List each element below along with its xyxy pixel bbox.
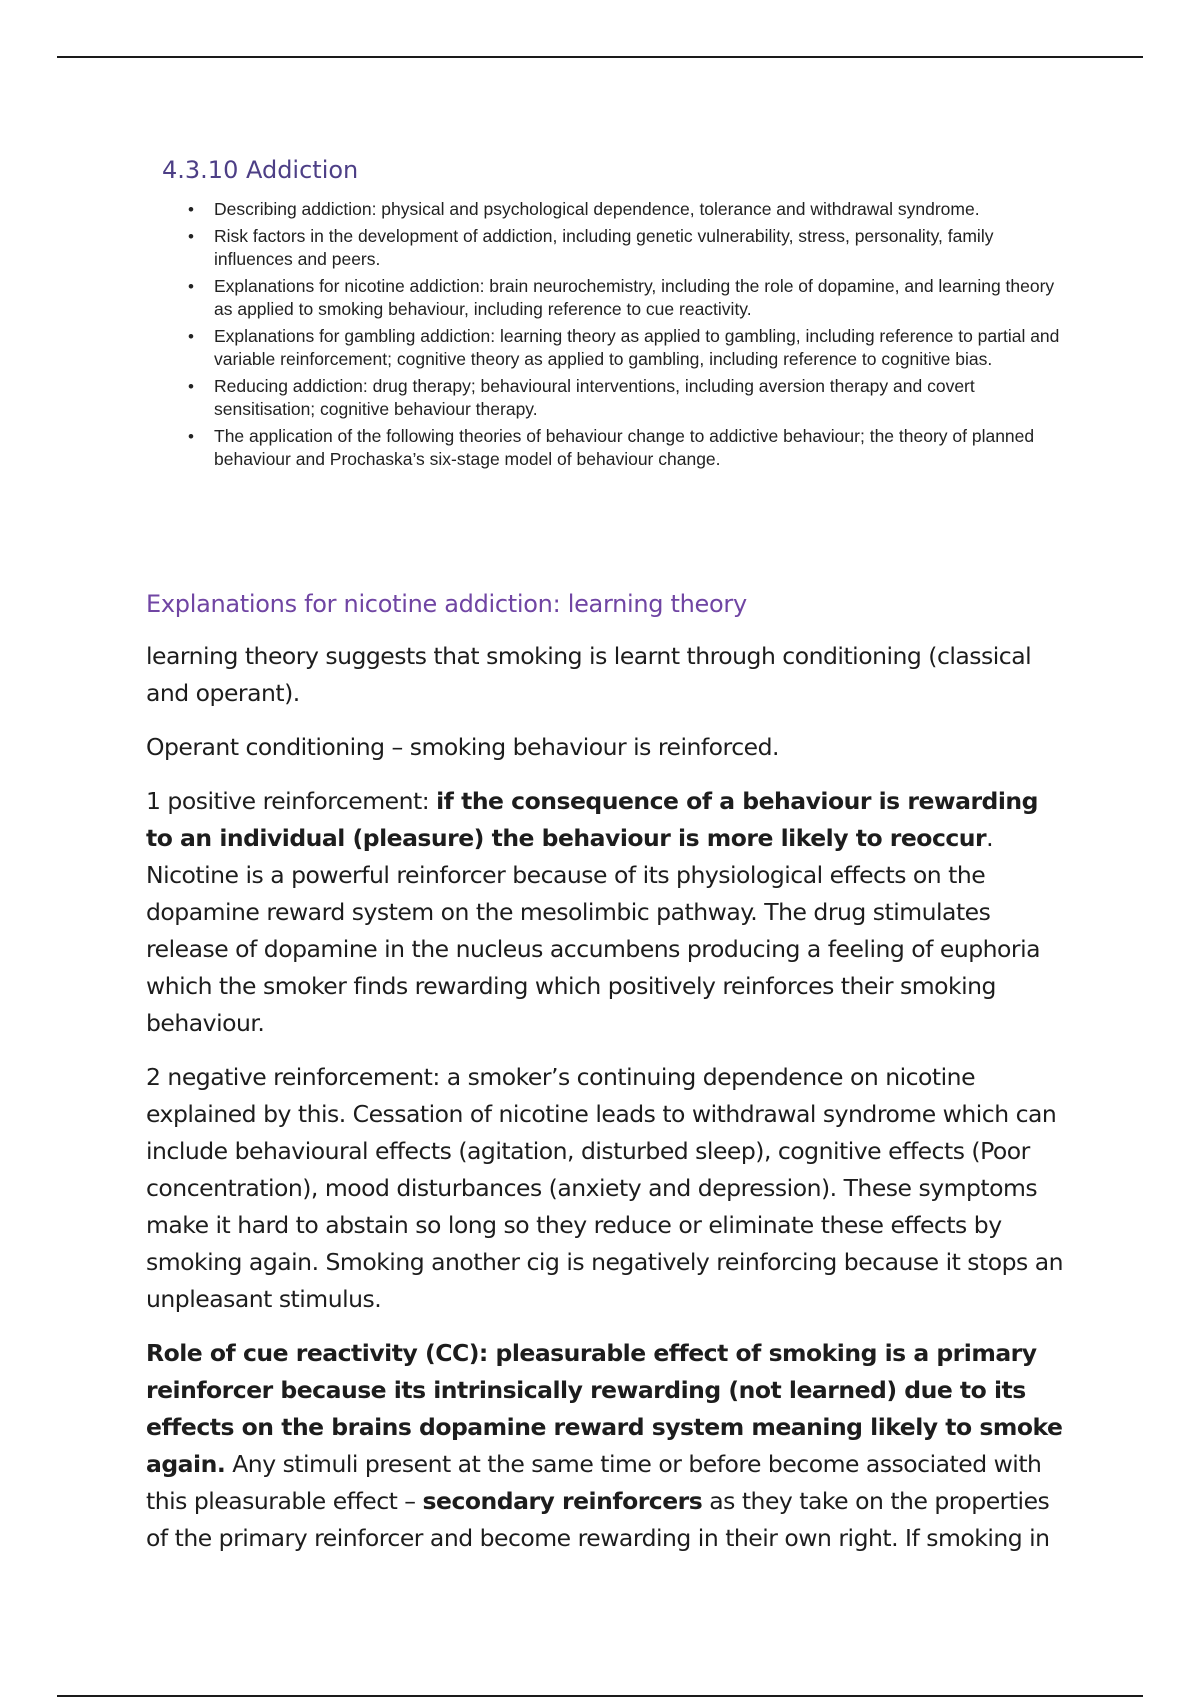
spec-item-text: Reducing addiction: drug therapy; behavioural interventions, including aversion therapy and covert sensitisation; cognitive behaviour therapy.: [214, 375, 975, 419]
spec-item: [188, 375, 1062, 422]
spec-list: [162, 198, 1062, 472]
spec-item-text: Risk factors in the development of addiction, including genetic vulnerability, stress, personality, family influences and peers.: [214, 225, 994, 269]
bullet-icon: •: [188, 426, 194, 446]
spec-item: [188, 275, 1062, 322]
spec-item: [188, 198, 1062, 222]
bottom-rule: [57, 1695, 1143, 1697]
cue-bold-2: secondary reinforcers: [422, 1487, 703, 1515]
spec-item-text: The application of the following theories of behaviour change to addictive behaviour; the theory of planned behaviour and Prochaska’s six-stage model of behaviour change.: [214, 425, 1035, 469]
cue-text-2: as they take on the properties of the primary reinforcer and become rewarding in their own right. If smoking in: [146, 1487, 1050, 1552]
cue-bold-1: Role of cue reactivity (CC): pleasurable effect of smoking is a primary reinforcer because its intrinsically rewarding (not learned) due to its effects on the brains dopamine reward system meaning likely to smoke again.: [146, 1339, 1063, 1478]
bullet-icon: •: [188, 226, 194, 246]
bullet-icon: •: [188, 326, 194, 346]
negative-reinforcement-paragraph: 2 negative reinforcement: a smoker’s continuing dependence on nicotine explained by this. Cessation of nicotine leads to withdrawal syndrome which can include behavioural effects (agitation, disturbed sleep), cognitive effects (Poor concentration), mood disturbances (anxiety and depression). These symptoms make it hard to abstain so long so they reduce or eliminate these effects by smoking again. Smoking another cig is negatively reinforcing because it stops an unpleasant stimulus.: [146, 1063, 1064, 1313]
spec-item: [188, 225, 1062, 272]
operant-paragraph: Operant conditioning – smoking behaviour is reinforced.: [146, 733, 779, 761]
spec-item: [188, 325, 1062, 372]
bullet-icon: •: [188, 276, 194, 296]
positive-bold: if the consequence of a behaviour is rewarding to an individual (pleasure) the behaviour is more likely to reoccur: [146, 787, 1038, 852]
cue-reactivity-paragraph: [146, 1335, 1066, 1557]
bullet-icon: •: [188, 376, 194, 396]
main-content: [146, 590, 1066, 1574]
intro-paragraph: learning theory suggests that smoking is learnt through conditioning (classical and operant).: [146, 642, 1032, 707]
positive-reinforcement-paragraph: [146, 783, 1066, 1042]
section-heading: Explanations for nicotine addiction: learning theory: [146, 590, 747, 618]
specification-box: [162, 156, 1062, 475]
spec-title: 4.3.10 Addiction: [162, 156, 359, 184]
cue-text-1: Any stimuli present at the same time or before become associated with this pleasurable effect –: [146, 1450, 1042, 1515]
spec-item-text: Explanations for nicotine addiction: brain neurochemistry, including the role of dopamine, and learning theory as applied to smoking behaviour, including reference to cue reactivity.: [214, 275, 1055, 319]
spec-item: [188, 425, 1062, 472]
bullet-icon: •: [188, 200, 194, 219]
top-rule: [57, 56, 1143, 58]
positive-lead: 1 positive reinforcement:: [146, 787, 437, 815]
spec-item-text: Explanations for gambling addiction: learning theory as applied to gambling, including reference to partial and variable reinforcement; cognitive theory as applied to gambling, including reference to cognitive bias.: [214, 325, 1060, 369]
spec-item-text: Describing addiction: physical and psychological dependence, tolerance and withdrawal syndrome.: [214, 199, 980, 219]
positive-rest: . Nicotine is a powerful reinforcer because of its physiological effects on the dopamine reward system on the mesolimbic pathway. The drug stimulates release of dopamine in the nucleus accumbens producing a feeling of euphoria which the smoker finds rewarding which positively reinforces their smoking behaviour.: [146, 824, 1041, 1037]
